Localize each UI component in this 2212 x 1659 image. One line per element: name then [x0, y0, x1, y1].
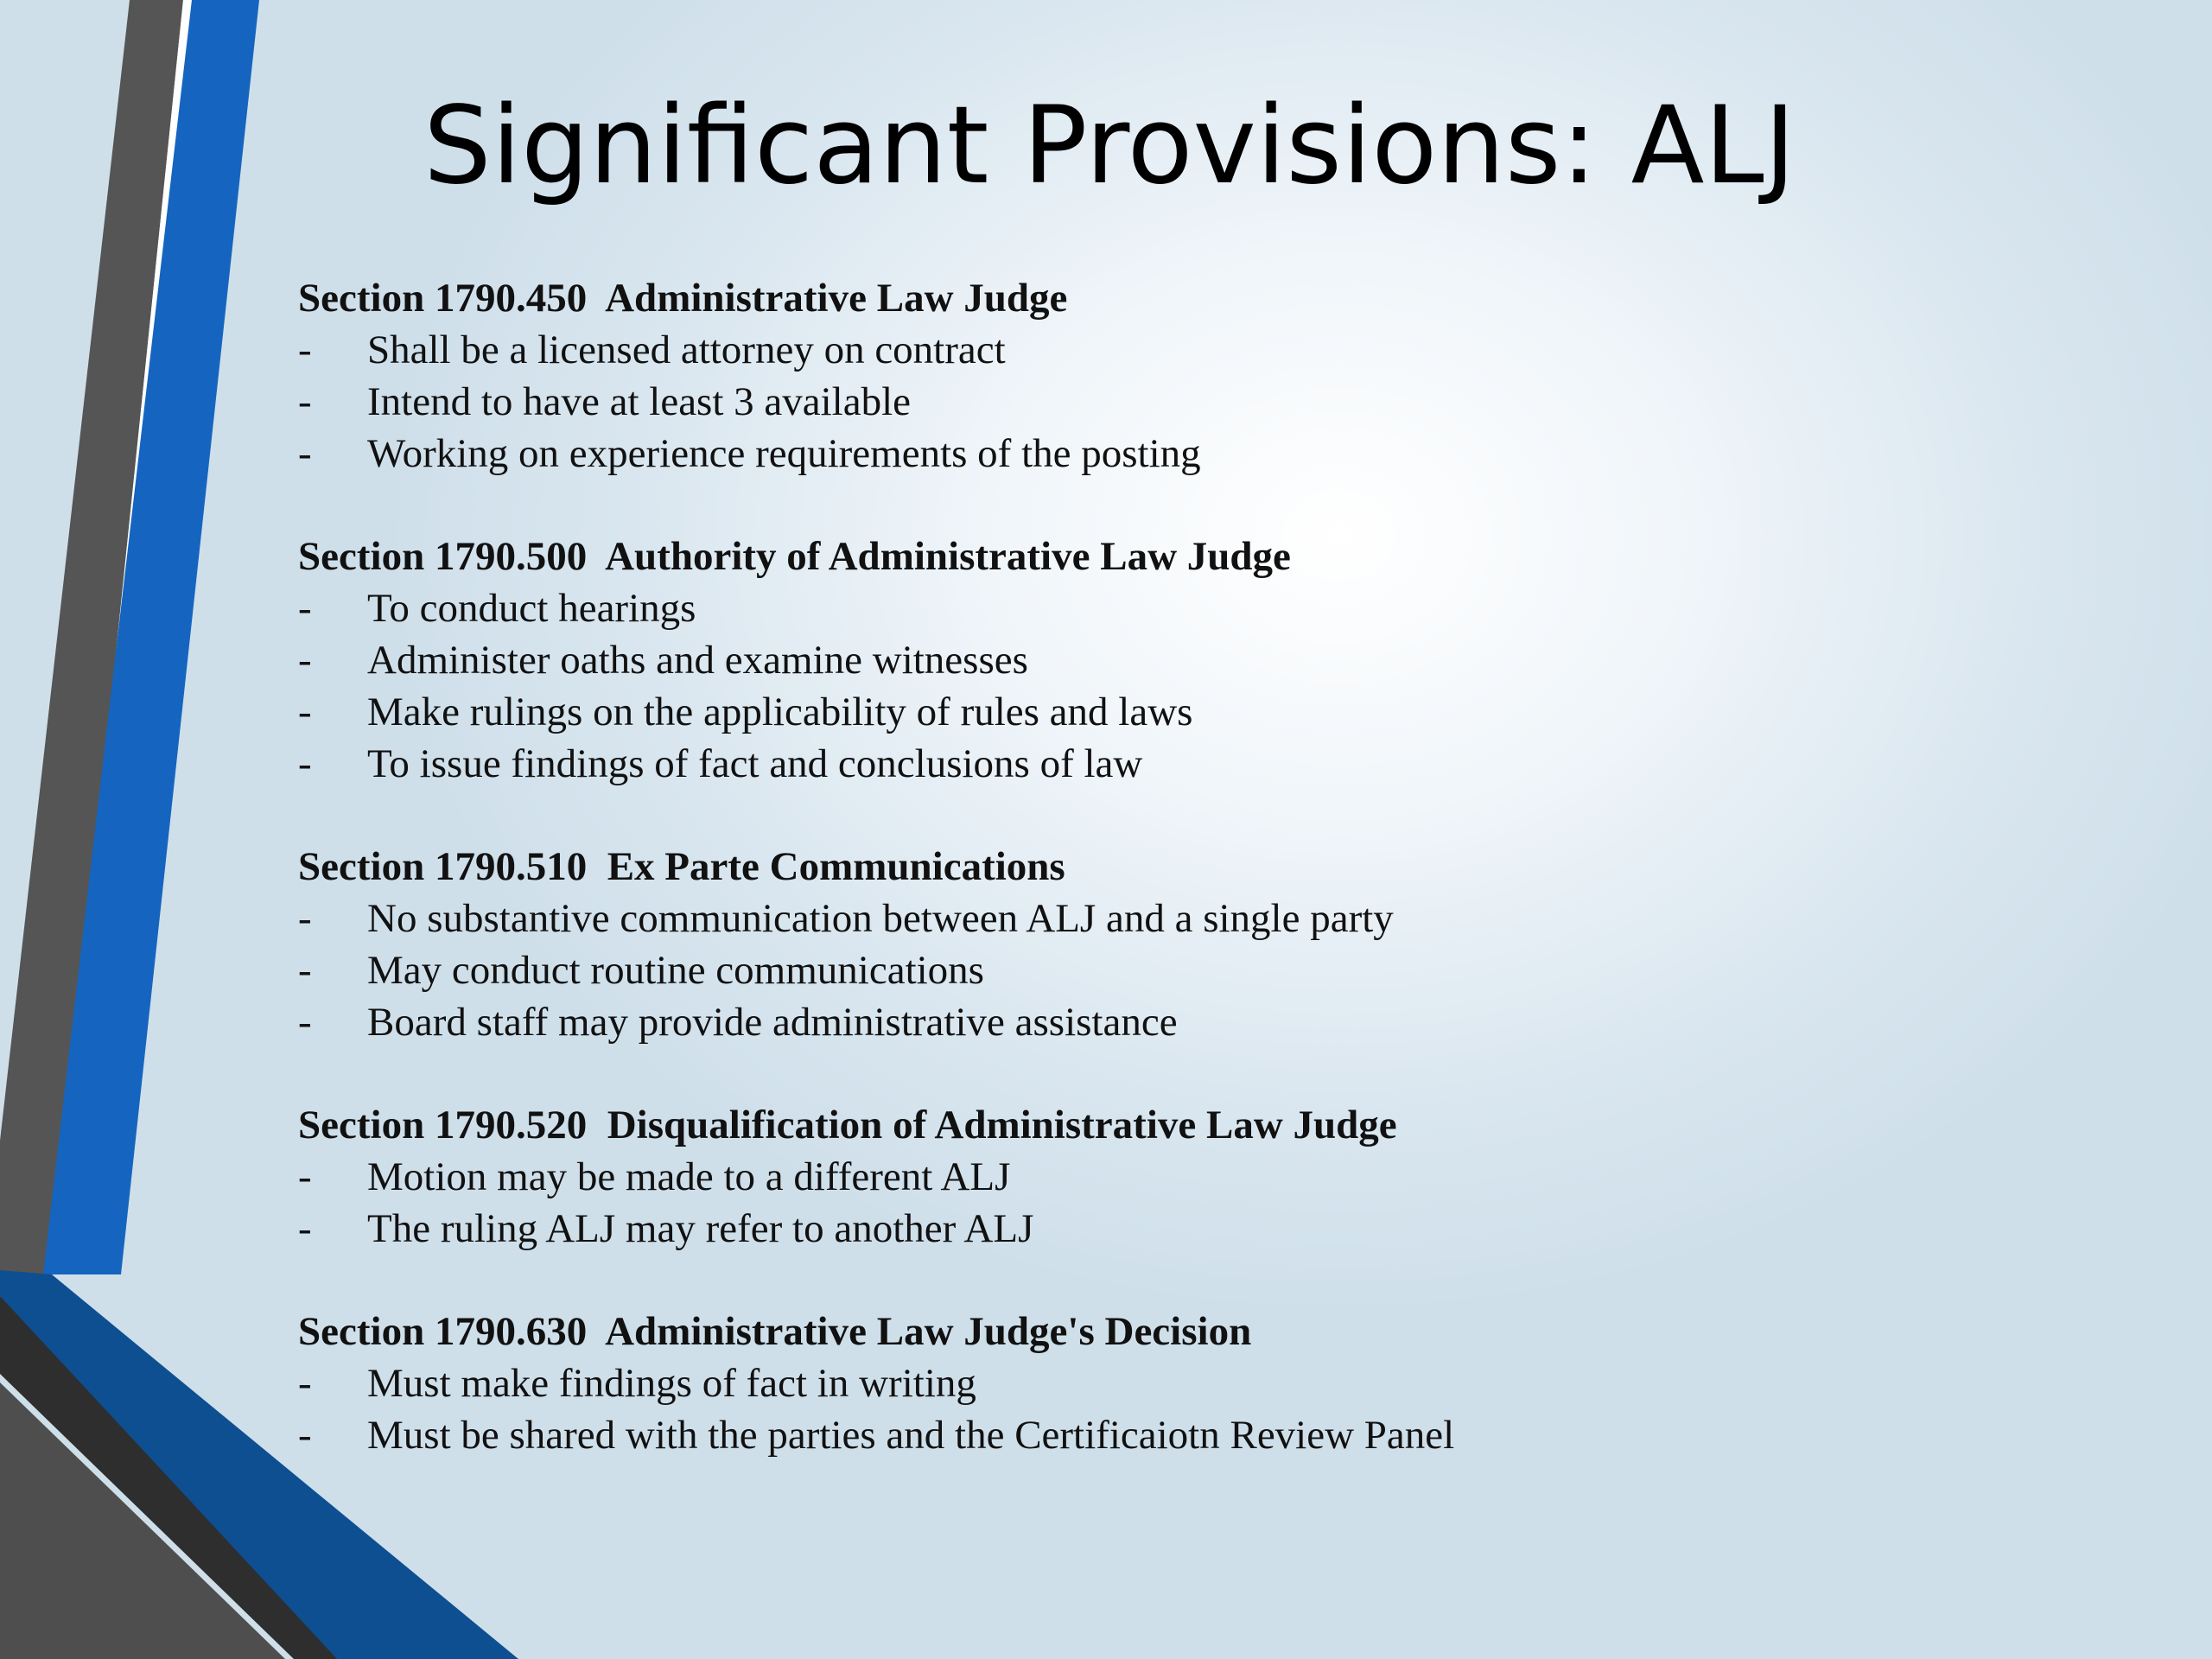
bullet-dash: -: [298, 948, 312, 993]
section-1790-500: [298, 531, 2026, 790]
bullet-text: Shall be a licensed attorney on contract: [367, 327, 1006, 372]
slide-title: Significant Provisions: ALJ: [423, 84, 1796, 208]
list-item: [298, 1203, 2026, 1255]
bullet-dash: -: [298, 896, 312, 941]
list-item: [298, 1357, 2026, 1409]
slide-content: [298, 272, 2026, 1512]
bullet-text: Administer oaths and examine witnesses: [367, 638, 1028, 683]
bullet-text: Working on experience requirements of the posting: [367, 431, 1201, 476]
list-item: [298, 1409, 2026, 1461]
bullet-dash: -: [298, 1413, 312, 1458]
list-item: [298, 944, 2026, 996]
bullet-text: Must make findings of fact in writing: [367, 1361, 976, 1406]
bullet-text: Board staff may provide administrative assistance: [367, 1000, 1178, 1045]
bullet-dash: -: [298, 690, 312, 734]
bullet-list: [298, 893, 2026, 1048]
list-item: [298, 324, 2026, 376]
bullet-dash: -: [298, 1361, 312, 1406]
list-item: [298, 893, 2026, 944]
bullet-dash: -: [298, 586, 312, 631]
list-item: [298, 738, 2026, 790]
bullet-list: [298, 1357, 2026, 1461]
bullet-text: Motion may be made to a different ALJ: [367, 1154, 1011, 1199]
bullet-dash: -: [298, 1206, 312, 1251]
bullet-text: The ruling ALJ may refer to another ALJ: [367, 1206, 1034, 1251]
bullet-dash: -: [298, 638, 312, 683]
bullet-dash: -: [298, 1000, 312, 1045]
section-1790-630: [298, 1306, 2026, 1461]
section-heading: Section 1790.520 Disqualification of Administrative Law Judge: [298, 1103, 1397, 1147]
bullet-list: [298, 1151, 2026, 1255]
bullet-text: No substantive communication between ALJ and a single party: [367, 896, 1394, 941]
list-item: [298, 376, 2026, 428]
section-heading: Section 1790.510 Ex Parte Communications: [298, 844, 1065, 889]
section-heading: Section 1790.500 Authority of Administrative Law Judge: [298, 534, 1291, 579]
bullet-text: Intend to have at least 3 available: [367, 379, 912, 424]
section-heading: Section 1790.630 Administrative Law Judge's Decision: [298, 1309, 1252, 1354]
list-item: [298, 428, 2026, 480]
bullet-dash: -: [298, 431, 312, 476]
list-item: [298, 582, 2026, 634]
bullet-text: To issue findings of fact and conclusions of law: [367, 741, 1143, 786]
bullet-dash: -: [298, 379, 312, 424]
bullet-text: Must be shared with the parties and the Certificaiotn Review Panel: [367, 1413, 1455, 1458]
bullet-list: [298, 324, 2026, 480]
list-item: [298, 686, 2026, 738]
bullet-text: May conduct routine communications: [367, 948, 984, 993]
list-item: [298, 634, 2026, 686]
bullet-dash: -: [298, 327, 312, 372]
list-item: [298, 996, 2026, 1048]
section-heading: Section 1790.450 Administrative Law Judge: [298, 276, 1068, 321]
bullet-text: To conduct hearings: [367, 586, 696, 631]
list-item: [298, 1151, 2026, 1203]
section-1790-510: [298, 841, 2026, 1048]
section-1790-520: [298, 1099, 2026, 1255]
bullet-list: [298, 582, 2026, 790]
section-1790-450: [298, 272, 2026, 480]
bullet-dash: -: [298, 741, 312, 786]
bullet-dash: -: [298, 1154, 312, 1199]
bullet-text: Make rulings on the applicability of rules and laws: [367, 690, 1193, 734]
